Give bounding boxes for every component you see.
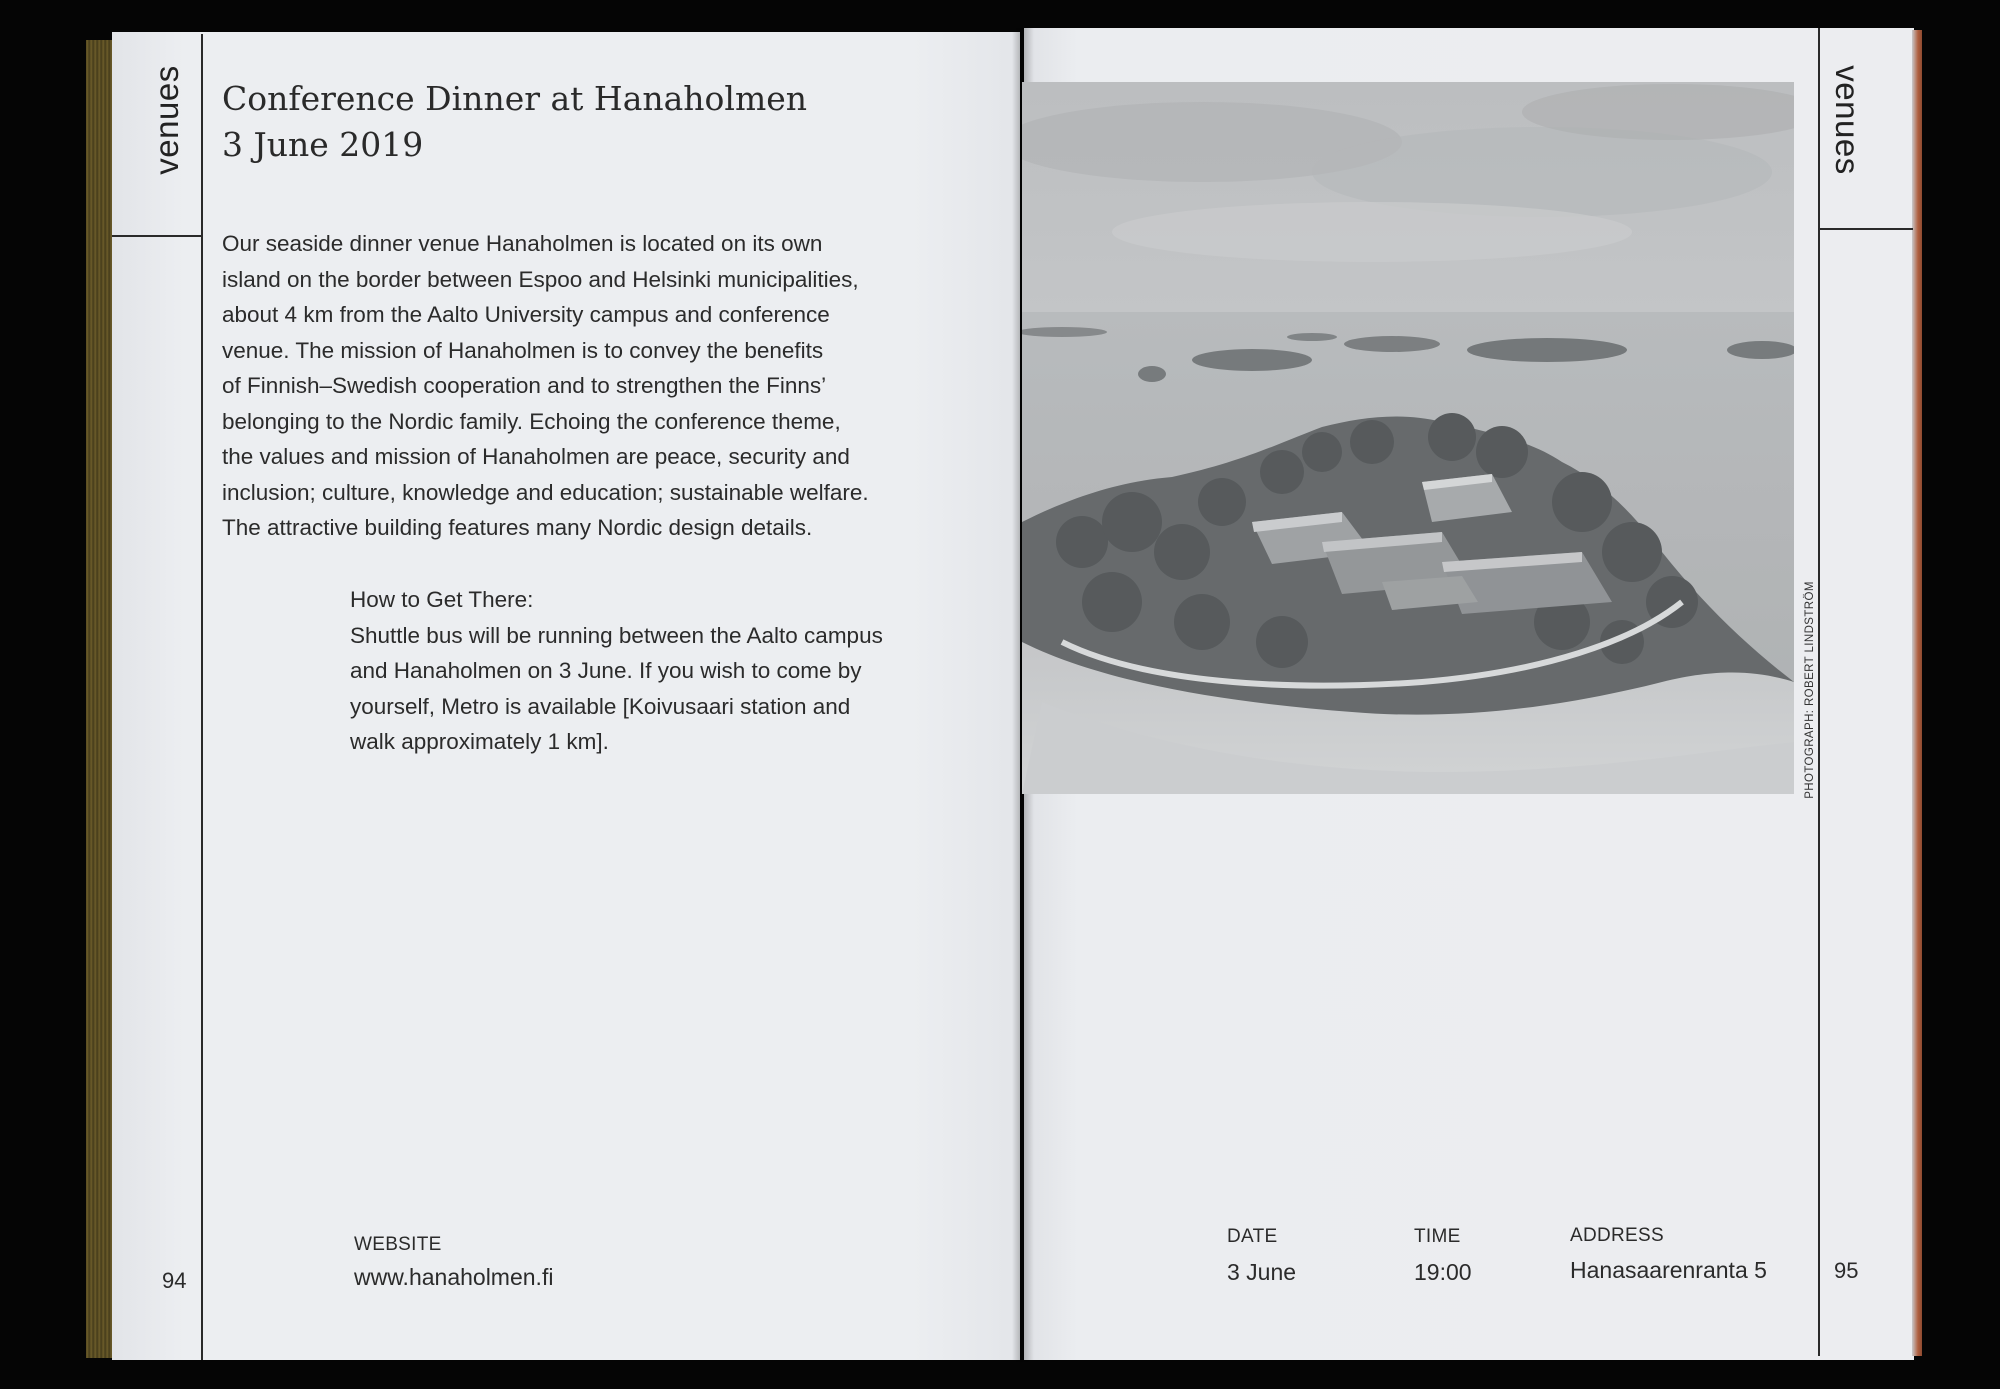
left-margin-rule [201, 34, 203, 1360]
title-line-1: Conference Dinner at Hanaholmen [222, 79, 808, 118]
time-label: TIME [1414, 1226, 1461, 1247]
address-label: ADDRESS [1570, 1225, 1664, 1246]
intro-line: venue. The mission of Hanaholmen is to convey the benefits [222, 337, 824, 363]
website-link[interactable]: www.hanaholmen.fi [354, 1264, 554, 1290]
title-line-2: 3 June 2019 [222, 125, 424, 164]
directions-line: and Hanaholmen on 3 June. If you wish to come by [350, 658, 862, 683]
intro-line: of Finnish–Swedish cooperation and to strengthen the Finns’ [222, 373, 827, 398]
intro-line: Our seaside dinner venue Hanaholmen is located on its own [222, 231, 823, 256]
section-tab-right: venues [1829, 65, 1866, 175]
page-number-right: 95 [1834, 1258, 1859, 1283]
intro-line: inclusion; culture, knowledge and education; sustainable welfare. [222, 479, 869, 505]
date-label: DATE [1227, 1226, 1278, 1247]
book-page-edges-right [1912, 30, 1922, 1356]
intro-line: island on the border between Espoo and Helsinki municipalities, [222, 266, 859, 292]
intro-line: about 4 km from the Aalto University campus and conference [222, 302, 830, 327]
aerial-island-photo [1022, 82, 1794, 794]
page-title [222, 76, 807, 168]
directions-line: Shuttle bus will be running between the Aalto campus [350, 622, 883, 648]
directions-heading: How to Get There: [350, 587, 534, 612]
section-tab-left: venues [148, 65, 185, 175]
time-value: 19:00 [1414, 1259, 1472, 1285]
intro-paragraph [222, 226, 922, 546]
address-value: Hanasaarenranta 5 [1570, 1257, 1767, 1283]
date-value: 3 June [1227, 1259, 1297, 1285]
book-page-edges-left [86, 40, 114, 1358]
intro-line: the values and mission of Hanaholmen are peace, security and [222, 444, 850, 469]
intro-line: belonging to the Nordic family. Echoing the conference theme, [222, 408, 841, 434]
directions-line: yourself, Metro is available [Koivusaari station and [350, 693, 851, 719]
right-tab-rule [1818, 228, 1913, 230]
website-label: WEBSITE [354, 1234, 442, 1255]
directions-line: walk approximately 1 km]. [350, 729, 609, 754]
page-number-left: 94 [162, 1268, 187, 1293]
directions-block [350, 582, 950, 760]
left-tab-rule [112, 235, 202, 237]
photo-credit: PHOTOGRAPH: ROBERT LINDSTRÖM [1804, 581, 1816, 799]
intro-line: The attractive building features many Nordic design details. [222, 515, 813, 540]
